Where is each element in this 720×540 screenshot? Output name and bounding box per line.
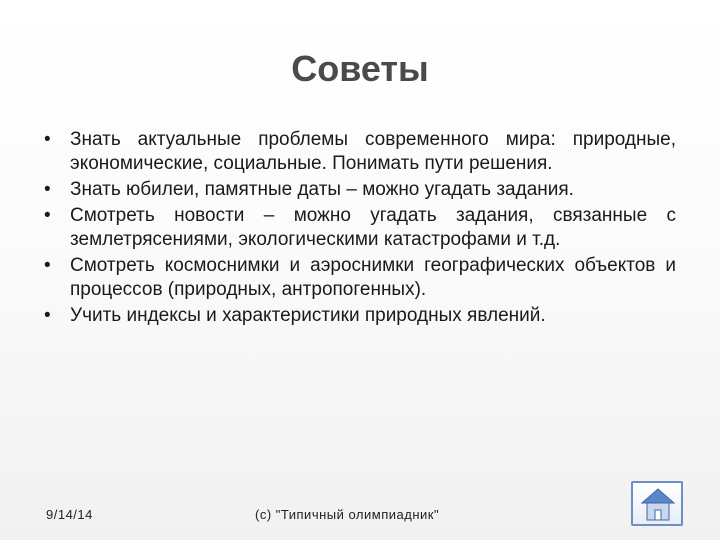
bullet-item — [44, 178, 676, 202]
footer-date: 9/14/14 — [46, 507, 93, 522]
bullet-text: Смотреть космоснимки и аэроснимки географических объектов и процессов (природных, антропогенных). — [70, 255, 676, 300]
bullet-marker: • — [44, 255, 51, 276]
bullet-marker: • — [44, 305, 51, 326]
bullet-item — [44, 204, 676, 252]
bullet-item — [44, 254, 676, 302]
footer-text: (c) "Типичный олимпиадник" — [255, 507, 440, 522]
bullet-marker: • — [44, 129, 51, 150]
bullet-marker: • — [44, 179, 51, 200]
bullet-text: Учить индексы и характеристики природных явлений. — [70, 305, 546, 326]
bullet-text: Смотреть новости – можно угадать задания, связанные с землетрясениями, экологическими катастрофами и т.д. — [70, 205, 676, 250]
bullet-list — [44, 128, 676, 330]
home-icon — [639, 486, 677, 524]
home-button[interactable] — [631, 481, 683, 526]
bullet-text: Знать юбилеи, памятные даты – можно угадать задания. — [70, 179, 574, 200]
bullet-item — [44, 304, 676, 328]
bullet-text: Знать актуальные проблемы современного мира: природные, экономические, социальные. Понимать пути решения. — [70, 129, 676, 174]
slide-title: Советы — [291, 48, 429, 89]
bullet-marker: • — [44, 205, 51, 226]
bullet-item — [44, 128, 676, 176]
